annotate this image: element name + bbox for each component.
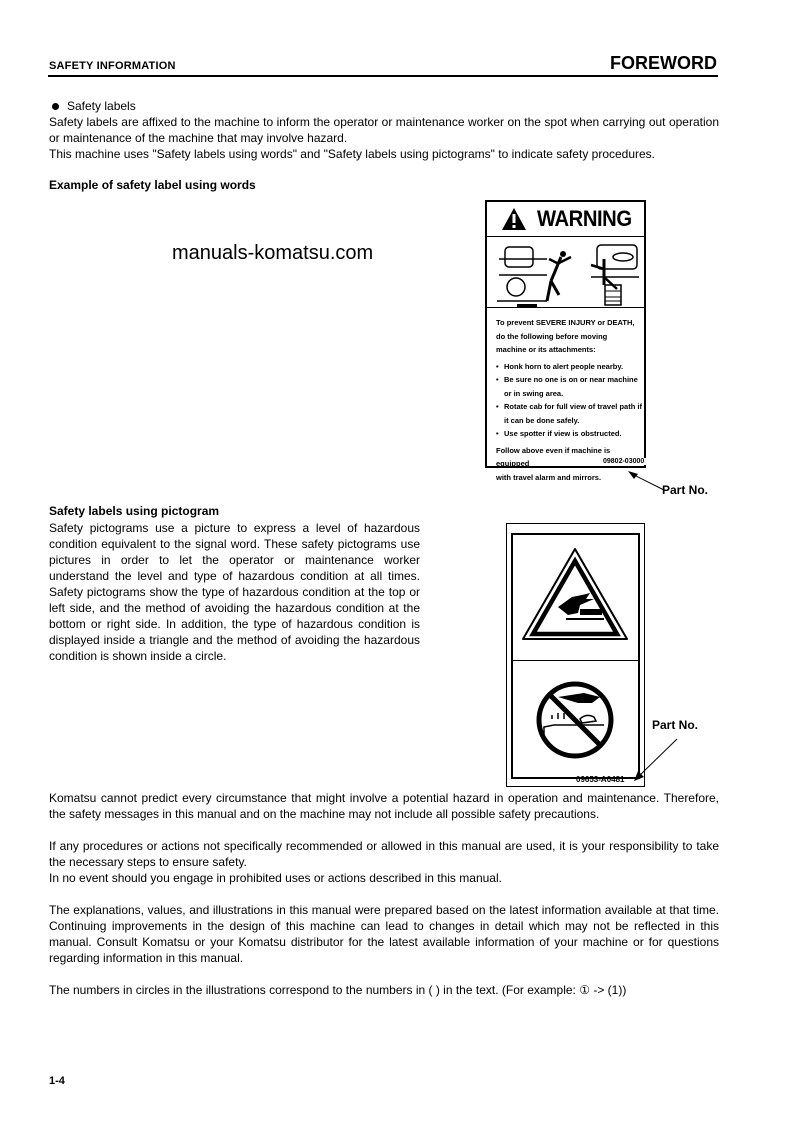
part-no-callout: Part No. <box>662 483 709 497</box>
pictogram-label-frame <box>511 533 640 779</box>
warning-title-bar <box>487 202 644 237</box>
warning-triangle-icon <box>501 207 527 231</box>
bullet-title: Safety labels <box>67 99 136 113</box>
warning-pictogram <box>487 237 644 308</box>
no-hand-prohibition-icon <box>534 679 616 761</box>
header-divider <box>48 75 718 77</box>
warning-line: To prevent SEVERE INJURY or DEATH, <box>496 318 635 327</box>
pictogram-paragraph: Safety pictograms use a picture to express a level of hazardous condition equivalent to the signal word. These safety pictograms use pictures in order to let the operator or maintenance worker understand the level and type of hazardous condition at all times. Safety pictograms show the type of hazardous condition at the top or left side, and the method of avoiding the hazardous condition at the bottom or right side. In addition, the type of hazardous condition is displayed inside a triangle and the method of avoiding the hazardous condition is shown inside a circle. <box>49 521 420 663</box>
words-example-heading: Example of safety label using words <box>49 178 256 192</box>
arrow-icon <box>632 735 682 785</box>
warning-line: with travel alarm and mirrors. <box>496 472 602 482</box>
disclaimer-paragraph-4: The explanations, values, and illustrations in this manual were prepared based on the latest information available at that time. Continuing improvements in the design of this machine can lead to changes in detail which may not be reflected in this manual. Consult Komatsu or your Komatsu distributor for the latest available information of your machine or for questions regarding information in this manual. <box>49 903 719 965</box>
arrow-icon <box>626 468 666 494</box>
warning-label <box>485 200 646 482</box>
warning-bullets <box>496 360 644 441</box>
page-number: 1-4 <box>49 1075 65 1087</box>
warning-bullet: • Rotate cab for full view of travel path if it can be done safely. <box>496 400 644 427</box>
part-no-callout-2: Part No. <box>652 718 699 732</box>
pictogram-label <box>506 523 645 787</box>
disclaimer-paragraph-2: If any procedures or actions not specifically recommended or allowed in this manual are used, it is your responsibility to take the necessary steps to ensure safety. <box>49 839 719 869</box>
watermark: manuals-komatsu.com <box>172 242 374 264</box>
run-over-hazard-icon <box>487 237 640 307</box>
warning-bullet: • Be sure no one is on or near machine or in swing area. <box>496 373 644 400</box>
signal-word: WARNING <box>537 206 632 231</box>
warning-line: do the following before moving <box>496 331 608 341</box>
disclaimer-paragraph-3: In no event should you engage in prohibited uses or actions described in this manual. <box>49 871 502 885</box>
chapter-title: FOREWORD <box>610 53 717 73</box>
section-title: SAFETY INFORMATION <box>49 60 176 72</box>
pictogram-divider <box>513 660 638 661</box>
intro-paragraph: Safety labels are affixed to the machine to inform the operator or maintenance worker on the spot when carrying out operation or maintenance of the machine that may involve hazard. <box>49 115 719 145</box>
warning-line: Follow above even if machine is equipped <box>496 445 611 468</box>
warning-line: machine or its attachments: <box>496 345 596 354</box>
pictogram-part-number: 09653-A0481 <box>576 775 625 784</box>
intro-paragraph-2: This machine uses "Safety labels using words" and "Safety labels using pictograms" to indicate safety procedures. <box>49 147 656 161</box>
disclaimer-paragraph-1: Komatsu cannot predict every circumstance that might involve a potential hazard in operation and maintenance. Therefore, the safety messages in this manual and on the machine may not include all possible safety precautions. <box>49 791 719 821</box>
warning-bullet: • Honk horn to alert people nearby. <box>496 360 644 374</box>
warning-part-number: 09802-03000 <box>603 458 645 465</box>
bullet-icon <box>52 103 59 110</box>
bullet-heading <box>49 98 719 114</box>
pictogram-heading: Safety labels using pictogram <box>49 504 220 518</box>
disclaimer-paragraph-5: The numbers in circles in the illustrations correspond to the numbers in ( ) in the text. (For example: ① -> (1)) <box>49 983 627 997</box>
hand-crush-warning-icon <box>520 545 631 645</box>
warning-bullet: • Use spotter if view is obstructed. <box>496 427 644 441</box>
